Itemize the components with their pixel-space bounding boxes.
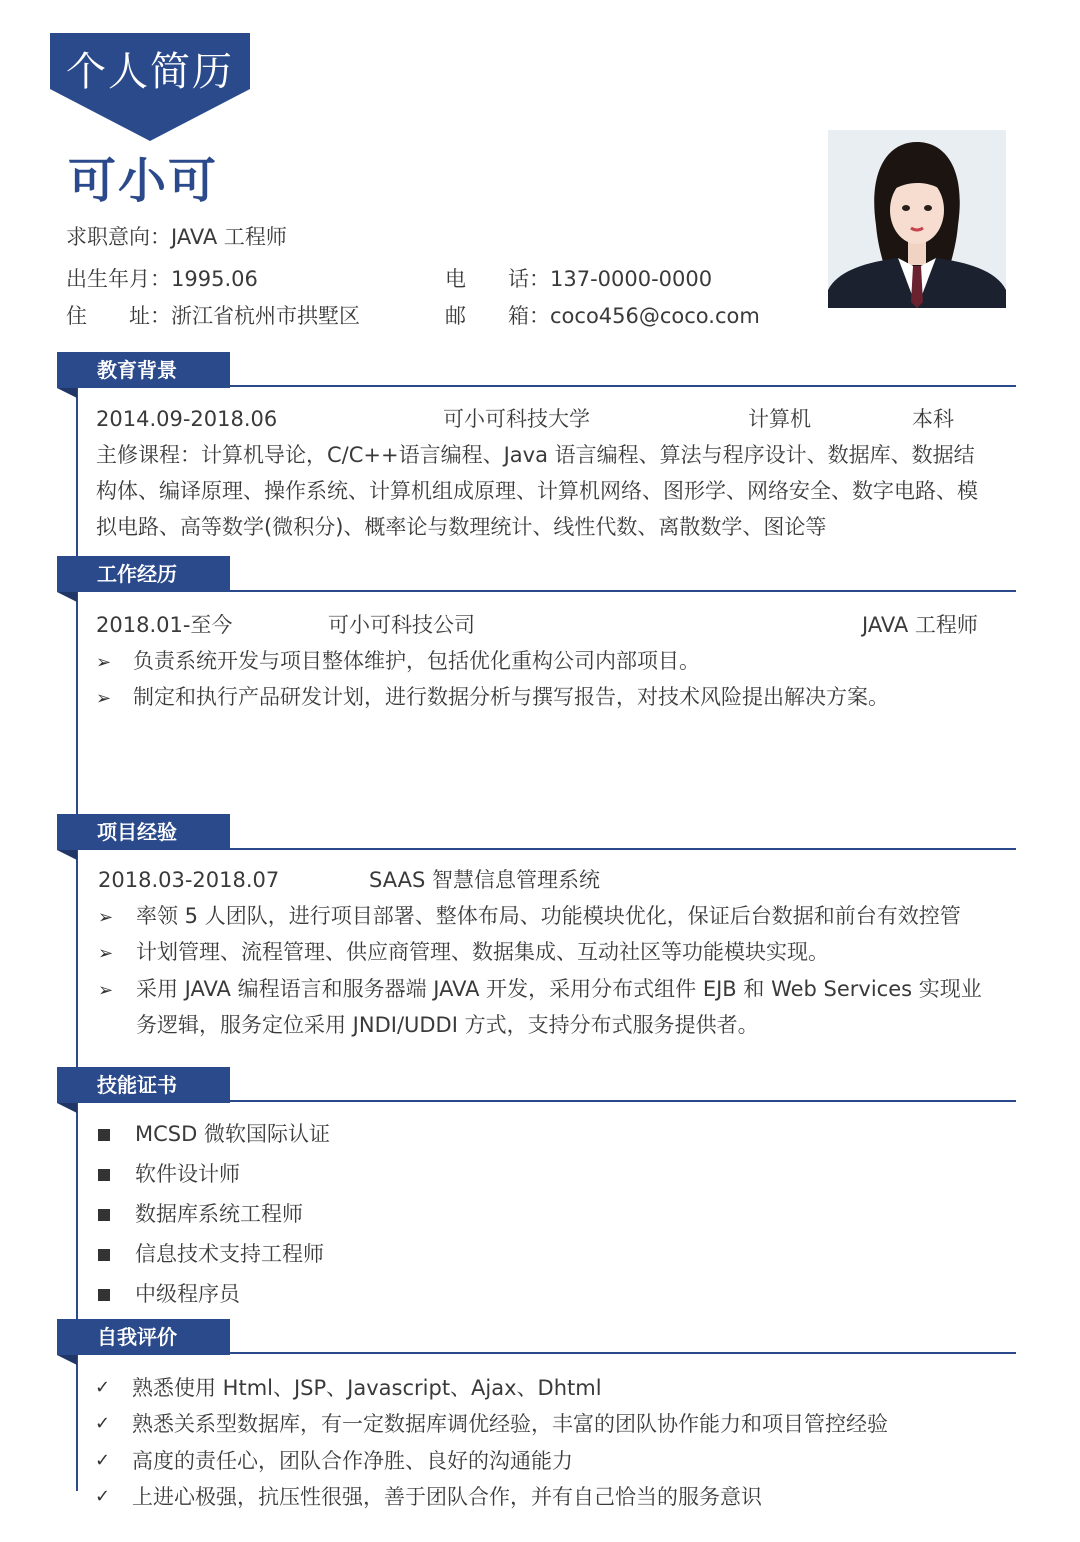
project-period: 2018.03-2018.07 xyxy=(98,868,280,892)
edu-courses-line: 构体、编译原理、操作系统、计算机组成原理、计算机网络、图形学、网络安全、数字电路、模 xyxy=(96,479,978,503)
project-item: 率领 5 人团队，进行项目部署、整体布局、功能模块优化，保证后台数据和前台有效控管 xyxy=(136,904,961,928)
edu-courses-line: 拟电路、高等数学(微积分)、概率论与数理统计、线性代数、离散数学、图论等 xyxy=(96,515,827,539)
edu-degree: 本科 xyxy=(912,407,954,431)
phone-label-2: 话： xyxy=(508,267,550,291)
work-item: 负责系统开发与项目整体维护，包括优化重构公司内部项目。 xyxy=(133,649,700,673)
intent-label: 求职意向： xyxy=(66,225,171,249)
address-value: 浙江省杭州市拱墅区 xyxy=(171,304,360,328)
birth-value: 1995.06 xyxy=(171,267,258,291)
skills-tab-fold xyxy=(57,1103,77,1113)
arrow-bullet-icon: ➢ xyxy=(96,652,112,673)
square-bullet-icon xyxy=(98,1289,110,1301)
project-item-continued: 务逻辑，服务定位采用 JNDI/UDDI 方式，支持分布式服务提供者。 xyxy=(136,1013,759,1037)
work-divider xyxy=(230,590,1016,592)
check-icon: ✓ xyxy=(95,1377,111,1398)
skill-item: 数据库系统工程师 xyxy=(135,1202,303,1226)
project-item: 计划管理、流程管理、供应商管理、数据集成、互动社区等功能模块实现。 xyxy=(136,940,829,964)
square-bullet-icon xyxy=(98,1209,110,1221)
section-project-title: 项目经验 xyxy=(57,814,230,850)
self-eval-item: 高度的责任心，团队合作净胜、良好的沟通能力 xyxy=(132,1449,573,1473)
email xyxy=(445,301,760,331)
edu-school: 可小可科技大学 xyxy=(443,407,590,431)
project-name: SAAS 智慧信息管理系统 xyxy=(369,868,601,892)
self-eval-item: 熟悉使用 Html、JSP、Javascript、Ajax、Dhtml xyxy=(132,1376,602,1400)
check-icon: ✓ xyxy=(95,1450,111,1471)
profile-photo xyxy=(828,130,1006,308)
education-tab-fold xyxy=(57,388,77,398)
edu-period: 2014.09-2018.06 xyxy=(96,407,278,431)
self-eval-item: 上进心极强，抗压性很强，善于团队合作，并有自己恰当的服务意识 xyxy=(132,1485,762,1509)
section-work-title: 工作经历 xyxy=(57,556,230,592)
birth-label: 出生年月： xyxy=(66,267,171,291)
project-divider xyxy=(230,848,1016,850)
email-value: coco456@coco.com xyxy=(550,304,760,328)
education-divider xyxy=(230,385,1016,387)
section-skills-title: 技能证书 xyxy=(57,1067,230,1103)
self-eval-tab-fold xyxy=(57,1355,77,1365)
check-icon: ✓ xyxy=(95,1413,111,1434)
work-period: 2018.01-至今 xyxy=(96,613,233,637)
birth-date xyxy=(66,264,258,294)
phone xyxy=(445,264,712,294)
arrow-bullet-icon: ➢ xyxy=(96,688,112,709)
work-tab-fold xyxy=(57,592,77,602)
email-label: 邮 xyxy=(445,304,466,328)
skill-item: MCSD 微软国际认证 xyxy=(135,1122,330,1146)
skills-divider xyxy=(230,1100,1016,1102)
work-item: 制定和执行产品研发计划，进行数据分析与撰写报告，对技术风险提出解决方案。 xyxy=(133,685,889,709)
self-eval-divider xyxy=(230,1352,1016,1354)
intent-value: JAVA 工程师 xyxy=(171,225,287,249)
work-position: JAVA 工程师 xyxy=(862,613,978,637)
arrow-bullet-icon: ➢ xyxy=(98,943,114,964)
address xyxy=(66,301,360,331)
job-intent xyxy=(66,222,287,252)
edu-major: 计算机 xyxy=(748,407,811,431)
work-company: 可小可科技公司 xyxy=(328,613,475,637)
banner-title: 个人简历 xyxy=(66,49,234,95)
skill-item: 信息技术支持工程师 xyxy=(135,1242,324,1266)
square-bullet-icon xyxy=(98,1129,110,1141)
check-icon: ✓ xyxy=(95,1486,111,1507)
project-tab-fold xyxy=(57,850,77,860)
square-bullet-icon xyxy=(98,1169,110,1181)
skill-item: 中级程序员 xyxy=(135,1282,240,1306)
candidate-name: 可小可 xyxy=(68,153,219,209)
arrow-bullet-icon: ➢ xyxy=(98,980,114,1001)
square-bullet-icon xyxy=(98,1249,110,1261)
address-label-2: 址： xyxy=(129,304,171,328)
arrow-bullet-icon: ➢ xyxy=(98,907,114,928)
self-eval-item: 熟悉关系型数据库，有一定数据库调优经验，丰富的团队协作能力和项目管控经验 xyxy=(132,1412,888,1436)
address-label: 住 xyxy=(66,304,87,328)
skill-item: 软件设计师 xyxy=(135,1162,240,1186)
phone-label: 电 xyxy=(445,267,466,291)
project-item: 采用 JAVA 编程语言和服务器端 JAVA 开发，采用分布式组件 EJB 和 Web Services 实现业 xyxy=(136,977,982,1001)
email-label-2: 箱： xyxy=(508,304,550,328)
phone-value: 137-0000-0000 xyxy=(550,267,713,291)
edu-courses-line: 主修课程：计算机导论，C/C++语言编程、Java 语言编程、算法与程序设计、数据库、数据结 xyxy=(96,443,975,467)
section-self-eval-title: 自我评价 xyxy=(57,1319,230,1355)
section-education-title: 教育背景 xyxy=(57,352,230,388)
